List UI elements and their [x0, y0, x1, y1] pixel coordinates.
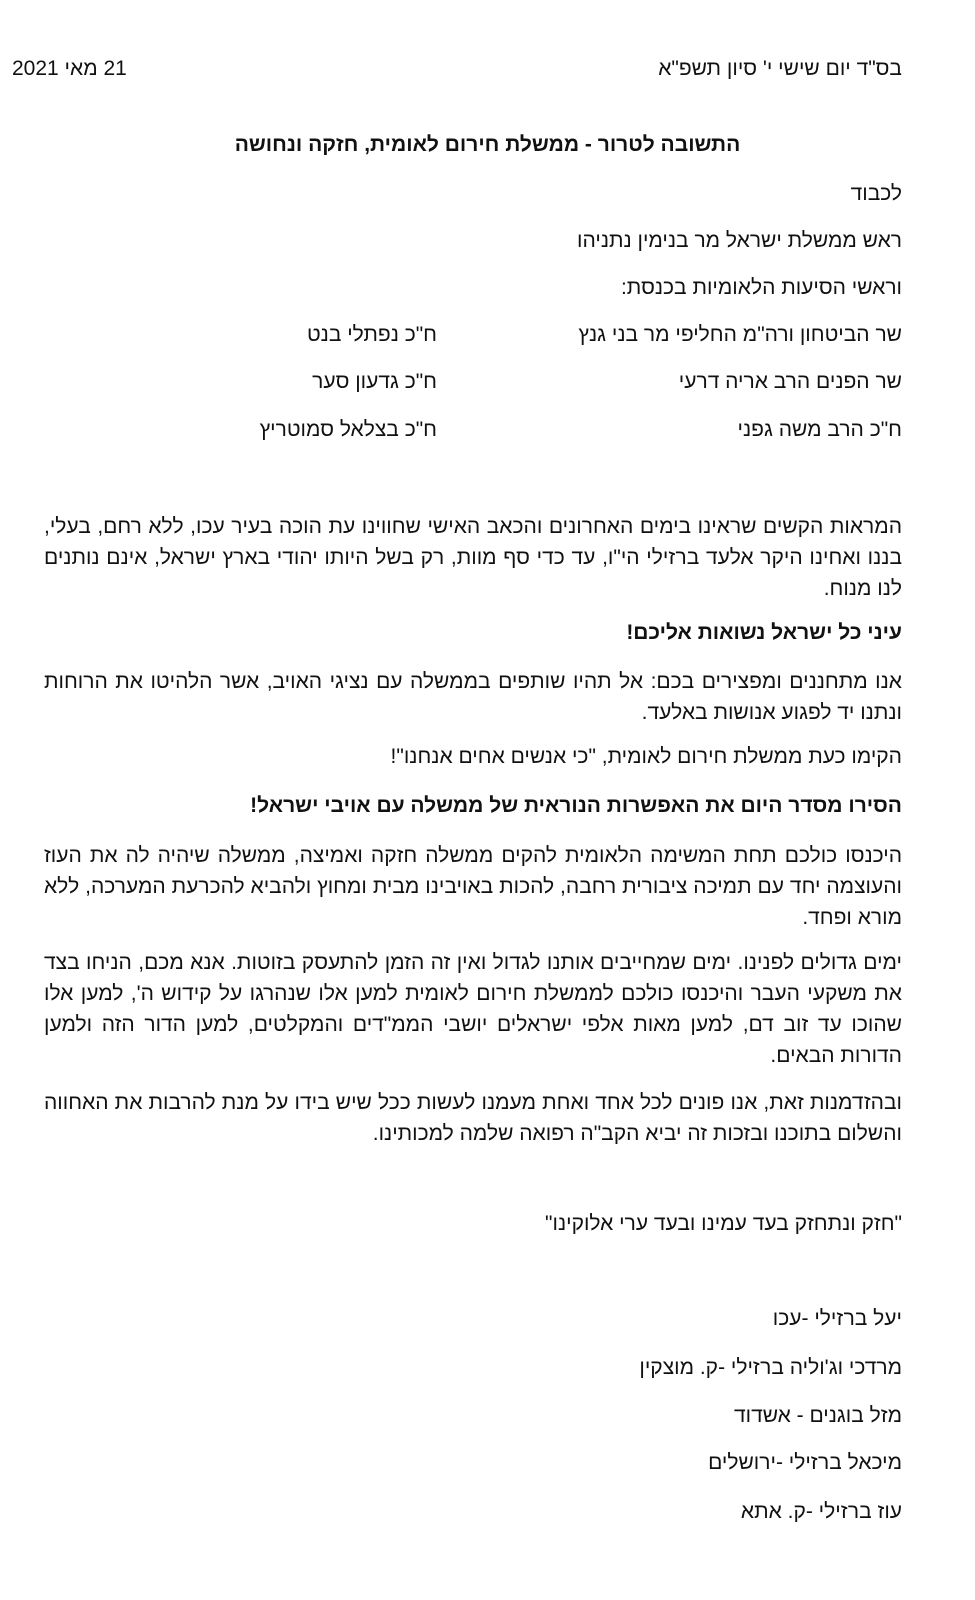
body-paragraph: היכנסו כולכם תחת המשימה הלאומית להקים ממשלה חזקה ואמיצה, ממשלה שיהיה לה את העוז והעוצמה יחד עם תמיכה ציבורית רחבה, להכות באויבינו מבית ומחוץ ולהביא להכרעת המערכה, ללא מורא ופחד.: [44, 844, 902, 929]
body-paragraph: ימים גדולים לפנינו. ימים שמחייבים אותנו לגדול ואין זה הזמן להתעסק בזוטות. אנא מכם, הניחו בצד את משקעי העבר והיכנסו כולכם לממשלת חירום לאומית למען אלו שנהרגו על קידוש ה', למען אלו שהוכו עד זוב דם, למען מאות אלפי ישראלים יושבי הממ"דים והמקלטים, למען הדור הזה ולמען הדורות הבאים.: [44, 951, 902, 1067]
body-heading: עיני כל ישראל נשואות אליכם!: [626, 621, 902, 644]
letter-title: התשובה לטרור - ממשלת חירום לאומית, חזקה ונחושה: [234, 133, 741, 156]
closing-line: "חזק ונתחזק בעד עמינו ובעד ערי אלוקינו": [545, 1212, 902, 1235]
addressee-row-right: שר הביטחון ורה"מ החליפי מר בני גנץ: [578, 323, 902, 346]
addressee-pm: ראש ממשלת ישראל מר בנימין נתניהו: [577, 229, 902, 252]
addressee-row-right: שר הפנים הרב אריה דרעי: [678, 370, 902, 393]
addressee-row-left: ח"כ נפתלי בנט: [306, 323, 437, 346]
addressee-faction-heads: וראשי הסיעות הלאומיות בכנסת:: [620, 276, 902, 299]
body-paragraph: ובהזדמנות זאת, אנו פונים לכל אחד ואחת מעמנו לעשות ככל שיש בידו על מנת להרבות את האחווה והשלום בתוכנו ובזכות זה יביא הקב"ה רפואה שלמה למכותינו.: [44, 1091, 902, 1145]
signatory: מיכאל ברזילי -ירושלים: [708, 1451, 902, 1474]
body-paragraph: המראות הקשים שראינו בימים האחרונים והכאב האישי שחווינו עת הוכה בעיר עכו, ללא רחם, בעלי, בננו ואחינו היקר אלעד ברזילי הי"ו, עד כדי סף מוות, רק בשל היותו יהודי בארץ ישראל, אינם נותנים לנו מנוח.: [44, 515, 902, 600]
body-paragraph: הקימו כעת ממשלת חירום לאומית, "כי אנשים אחים אנחנו"!: [390, 745, 902, 768]
signatory: מרדכי וג'וליה ברזילי -ק. מוצקין: [639, 1356, 902, 1379]
hebrew-date: בס"ד יום שישי י' סיון תשפ"א: [658, 57, 902, 80]
signatory: עוז ברזילי -ק. אתא: [740, 1500, 902, 1523]
addressee-row-left: ח"כ גדעון סער: [312, 370, 437, 393]
body-paragraph: אנו מתחננים ומפצירים בכם: אל תהיו שותפים בממשלה עם נציגי האויב, אשר הלהיטו את הרוחות ונתנו יד לפגוע אנושות באלעד.: [44, 670, 902, 724]
gregorian-date: 21 מאי 2021: [12, 57, 127, 80]
addressee-row-right: ח"כ הרב משה גפני: [737, 418, 902, 441]
addressee-row-left: ח"כ בצלאל סמוטריץ: [259, 418, 437, 441]
salutation: לכבוד: [850, 182, 902, 205]
signatory: מזל בוגנים - אשדוד: [733, 1404, 902, 1427]
body-heading: הסירו מסדר היום את האפשרות הנוראית של ממשלה עם אויבי ישראל!: [250, 794, 902, 817]
signatory: יעל ברזילי -עכו: [772, 1307, 902, 1330]
